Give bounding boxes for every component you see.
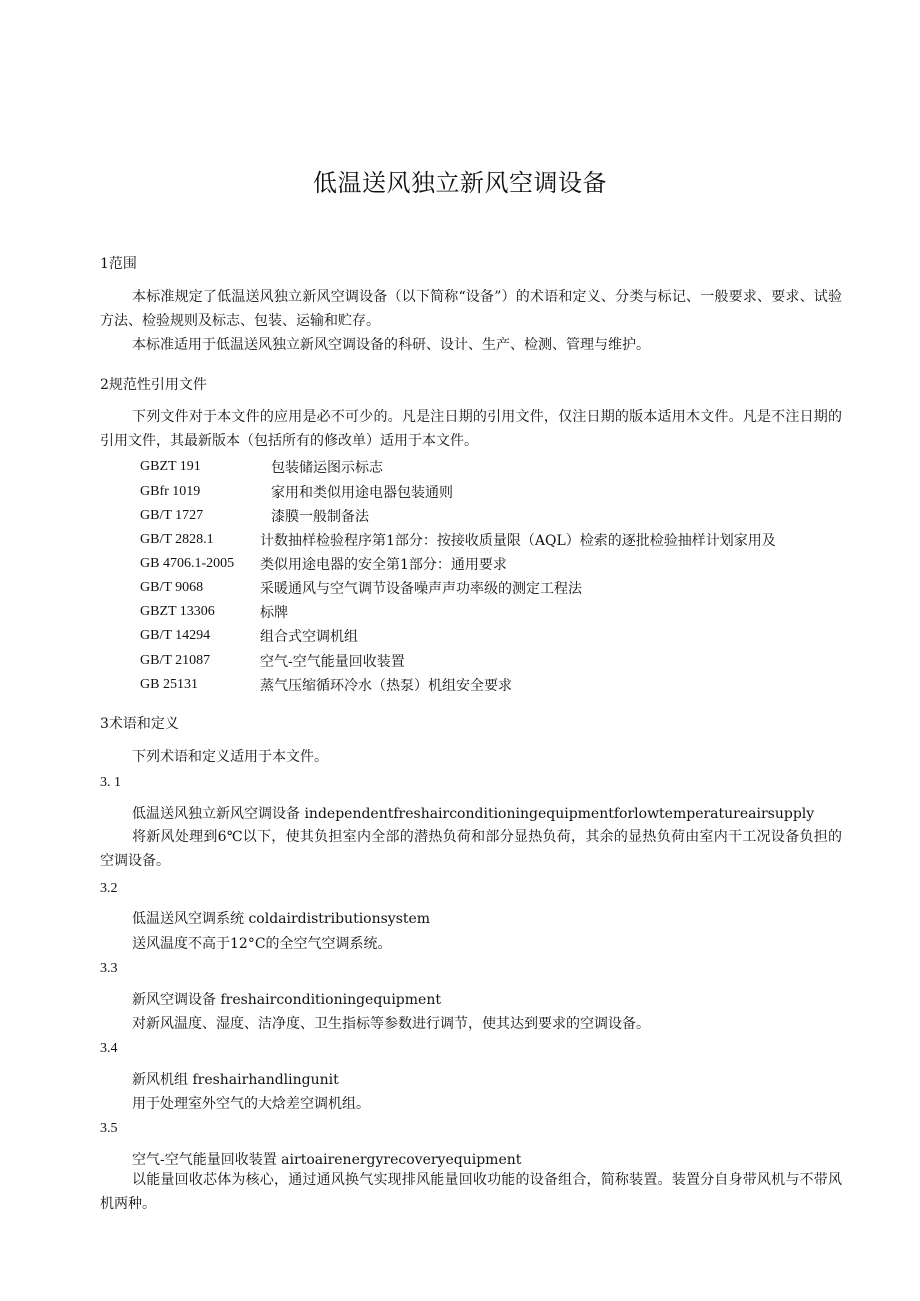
term-number: 3.2 [100,881,118,896]
section-heading-terms-definitions: 3术语和定义 [100,716,179,732]
reference-code: GBZT 13306 [140,604,215,619]
term-number: 3.4 [100,1041,118,1056]
reference-code: GB/T 14294 [140,628,211,643]
reference-code: GBfr 1019 [140,484,201,499]
term-name: 新风机组 freshairhandlingunit [132,1072,339,1088]
reference-title: 蒸气压缩循环冷水（热泵）机组安全要求 [260,678,512,694]
term-definition: 将新风处理到6℃以下，使其负担室内全部的潜热负荷和部分显热负荷，其余的显热负荷由室内干工况设备负担的空调设备。 [100,829,842,869]
reference-title: 空气-空气能量回收装置 [260,654,405,670]
reference-title: 包装储运图示标志 [271,460,383,476]
term-definition: 对新风温度、湿度、洁净度、卫生指标等参数进行调节，使其达到要求的空调设备。 [132,1016,650,1032]
reference-title: 类似用途电器的安全第1部分：通用要求 [260,557,507,573]
term-name: 新风空调设备 freshairconditioningequipment [132,992,441,1008]
term-definition: 以能量回收芯体为核心，通过通风换气实现排风能量回收功能的设备组合，简称装置。装置分自身带风机与不带风机两种。 [100,1172,842,1212]
reference-code: GB 4706.1-2005 [140,556,235,571]
reference-code: GB/T 1727 [140,508,204,523]
terms-intro: 下列术语和定义适用于本文件。 [132,749,328,765]
term-number: 3.5 [100,1121,118,1136]
reference-title: 漆膜一般制备法 [271,509,369,525]
term-name: 空气-空气能量回收装置 airtoairenergyrecoveryequipment [132,1152,522,1168]
term-number: 3. 1 [100,775,121,790]
reference-code: GBZT 191 [140,459,201,474]
section-heading-scope: 1范围 [100,256,137,272]
reference-code: GB/T 9068 [140,580,204,595]
reference-title: 家用和类似用途电器包装通则 [271,485,453,501]
reference-title: 采暖通风与空气调节设备噪声声功率级的测定工程法 [260,581,582,597]
term-definition: 送风温度不高于12°C的全空气空调系统。 [132,936,392,952]
term-number: 3.3 [100,961,118,976]
reference-code: GB 25131 [140,677,198,692]
term-name: 低温送风空调系统 coldairdistributionsystem [132,911,431,927]
term-name: 低温送风独立新风空调设备 independentfreshairconditioningequipmentforlowtemperatureairsupply [132,806,815,822]
reference-title: 标牌 [260,605,288,621]
reference-code: GB/T 21087 [140,653,211,668]
document-title: 低温送风独立新风空调设备 [313,169,607,197]
reference-code: GB/T 2828.1 [140,532,214,547]
reference-title: 组合式空调机组 [260,629,358,645]
reference-title: 计数抽样检验程序第1部分：按接收质量限（AQL）检索的逐批检验抽样计划家用及 [260,533,776,549]
term-definition: 用于处理室外空气的大焓差空调机组。 [132,1096,370,1112]
references-paragraph: 下列文件对于本文件的应用是必不可少的。凡是注日期的引用文件，仅注日期的版本适用木文件。凡是不注日期的引用文件，其最新版本（包括所有的修改单）适用于本文件。 [100,409,842,449]
scope-paragraph-2: 本标准适用于低温送风独立新风空调设备的科研、设计、生产、检测、管理与维护。 [132,337,650,353]
scope-paragraph-1: 本标准规定了低温送风独立新风空调设备（以下简称“设备”）的术语和定义、分类与标记、一般要求、要求、试验方法、检验规则及标志、包装、运输和贮存。 [100,289,842,329]
section-heading-normative-references: 2规范性引用文件 [100,377,207,393]
